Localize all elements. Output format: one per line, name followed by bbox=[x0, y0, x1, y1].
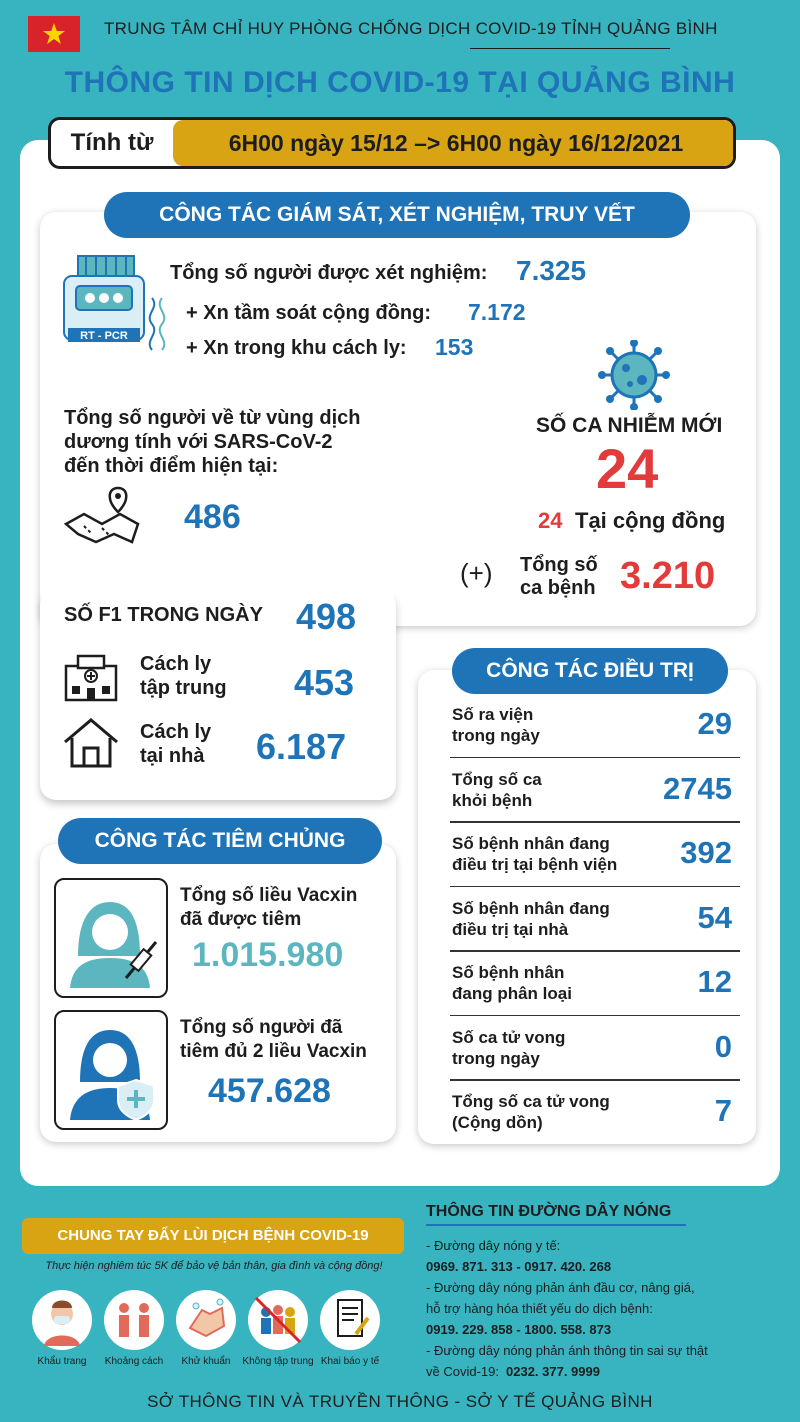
distance-icon bbox=[104, 1290, 164, 1350]
health-declaration-icon bbox=[320, 1290, 380, 1350]
distance-caption: Khoảng cách bbox=[104, 1356, 164, 1367]
treatment-row-label: Số ra viện trong ngày bbox=[452, 705, 540, 745]
page-title: THÔNG TIN DỊCH COVID-19 TẠI QUẢNG BÌNH bbox=[64, 66, 736, 99]
nurse-icon bbox=[54, 878, 168, 998]
fully-vaccinated-label: Tổng số người đã tiêm đủ 2 liều Vacxin bbox=[180, 1017, 367, 1062]
treatment-row-label: Số bệnh nhân đang điều trị tại nhà bbox=[452, 898, 610, 939]
treatment-row bbox=[450, 823, 740, 887]
date-range: 6H00 ngày 15/12 –> 6H00 ngày 16/12/2021 bbox=[173, 120, 736, 166]
surveillance-heading: CÔNG TÁC GIÁM SÁT, XÉT NGHIỆM, TRUY VẾT bbox=[104, 192, 690, 238]
fully-vaccinated-value: 457.628 bbox=[208, 1072, 331, 1110]
hospital-building-icon bbox=[62, 652, 120, 702]
central-quarantine-value: 453 bbox=[294, 662, 355, 703]
no-gathering-caption: Không tập trung bbox=[242, 1356, 314, 1367]
house-icon bbox=[62, 716, 120, 770]
health-declaration-caption: Khai báo y tế bbox=[320, 1356, 380, 1367]
new-cases-value: 24 bbox=[596, 437, 659, 500]
community-cases-label: Tại cộng đồng bbox=[575, 508, 726, 533]
map-pin-icon bbox=[62, 484, 142, 546]
treatment-row-value: 7 bbox=[714, 1093, 732, 1128]
doses-value: 1.015.980 bbox=[192, 936, 344, 974]
treatment-row-value: 29 bbox=[697, 706, 732, 741]
community-test-label: + Xn tầm soát cộng đồng: bbox=[186, 302, 432, 324]
hotline-misinfo-label-2: về Covid-19: bbox=[426, 1364, 499, 1379]
campaign-banner: CHUNG TAY ĐẨY LÙI DỊCH BỆNH COVID-19 bbox=[22, 1218, 404, 1254]
treatment-row-label: Số bệnh nhân đang phân loại bbox=[452, 963, 572, 1003]
total-cases-label: Tổng số ca bệnh bbox=[520, 554, 598, 599]
treatment-row bbox=[450, 952, 740, 1016]
hand-wash-icon bbox=[176, 1290, 236, 1350]
hotline-price-numbers: 0919. 229. 858 - 1800. 558. 873 bbox=[426, 1322, 612, 1337]
no-gathering-icon bbox=[248, 1290, 308, 1350]
vaccine-heading: CÔNG TÁC TIÊM CHỦNG bbox=[58, 818, 382, 864]
new-cases-label: SỐ CA NHIỄM MỚI bbox=[536, 414, 723, 437]
treatment-row bbox=[450, 759, 740, 823]
treatment-row-value: 54 bbox=[697, 899, 732, 935]
hotline-price-label-1: - Đường dây nóng phản ánh đầu cơ, nâng giá, bbox=[426, 1280, 695, 1295]
f1-label: SỐ F1 TRONG NGÀY bbox=[64, 604, 263, 626]
hotline-health-label: - Đường dây nóng y tế: bbox=[426, 1238, 561, 1253]
hotline-price-label-2: hỗ trợ hàng hóa thiết yếu do dịch bệnh: bbox=[426, 1301, 653, 1316]
hand-wash-caption: Khử khuẩn bbox=[181, 1356, 231, 1367]
quarantine-test-label: + Xn trong khu cách ly: bbox=[186, 337, 407, 359]
central-quarantine-label: Cách ly tập trung bbox=[140, 653, 227, 699]
mask-caption: Khẩu trang bbox=[37, 1356, 87, 1367]
treatment-heading: CÔNG TÁC ĐIỀU TRỊ bbox=[452, 648, 728, 694]
pcr-device-label: RT - PCR bbox=[80, 330, 128, 342]
treatment-row-label: Số ca tử vong trong ngày bbox=[452, 1027, 566, 1068]
hotline-underline bbox=[426, 1224, 686, 1226]
treatment-row bbox=[450, 888, 740, 952]
mask-icon bbox=[32, 1290, 92, 1350]
treatment-row-value: 12 bbox=[697, 964, 732, 999]
home-quarantine-label: Cách ly tại nhà bbox=[140, 721, 212, 767]
footer-credit: SỞ THÔNG TIN VÀ TRUYỀN THÔNG - SỞ Y TẾ QUẢNG BÌNH bbox=[147, 1392, 653, 1411]
header-divider bbox=[470, 48, 670, 49]
organization-name: TRUNG TÂM CHỈ HUY PHÒNG CHỐNG DỊCH COVID-19 TỈNH QUẢNG BÌNH bbox=[104, 19, 718, 38]
hotline-title: THÔNG TIN ĐƯỜNG DÂY NÓNG bbox=[426, 1203, 672, 1220]
hotline-misinfo-label-1: - Đường dây nóng phản ánh thông tin sai sự thật bbox=[426, 1343, 708, 1358]
hotline-misinfo-number: 0232. 377. 9999 bbox=[506, 1364, 600, 1379]
hotline-health-numbers: 0969. 871. 313 - 0917. 420. 268 bbox=[426, 1259, 612, 1274]
plus-sign: (+) bbox=[460, 558, 493, 588]
treatment-row-label: Tổng số ca tử vong (Cộng dồn) bbox=[452, 1092, 610, 1132]
quarantine-test-value: 153 bbox=[435, 334, 474, 360]
community-cases-value: 24 bbox=[538, 508, 563, 533]
campaign-subtitle: Thực hiện nghiêm túc 5K để bảo vệ bản thân, gia đình và cộng đồng! bbox=[45, 1260, 383, 1272]
vietnam-flag-icon bbox=[28, 16, 80, 52]
treatment-row bbox=[450, 694, 740, 758]
home-quarantine-value: 6.187 bbox=[256, 726, 347, 767]
tested-label: Tổng số người được xét nghiệm: bbox=[170, 262, 488, 284]
treatment-row-value: 2745 bbox=[663, 770, 732, 806]
treatment-row-value: 0 bbox=[714, 1028, 732, 1064]
treatment-row bbox=[450, 1081, 740, 1145]
treatment-row-value: 392 bbox=[680, 835, 732, 870]
f1-value: 498 bbox=[296, 596, 357, 637]
treatment-row-label: Tổng số ca khỏi bệnh bbox=[452, 769, 542, 810]
returned-label: Tổng số người về từ vùng dịch dương tính với SARS-CoV-2 đến thời điểm hiện tại: bbox=[64, 407, 361, 477]
date-bar bbox=[48, 117, 736, 169]
virus-icon bbox=[594, 340, 674, 410]
pcr-device-icon bbox=[60, 254, 168, 358]
treatment-row bbox=[450, 1017, 740, 1081]
tested-value: 7.325 bbox=[516, 255, 587, 286]
treatment-row-label: Số bệnh nhân đang điều trị tại bệnh viện bbox=[452, 834, 618, 874]
date-label: Tính từ bbox=[70, 129, 154, 156]
total-cases-value: 3.210 bbox=[620, 555, 716, 597]
doses-label: Tổng số liều Vacxin đã được tiêm bbox=[180, 885, 358, 930]
returned-value: 486 bbox=[184, 498, 241, 536]
community-test-value: 7.172 bbox=[468, 299, 526, 325]
vaccinated-person-icon bbox=[54, 1010, 168, 1130]
